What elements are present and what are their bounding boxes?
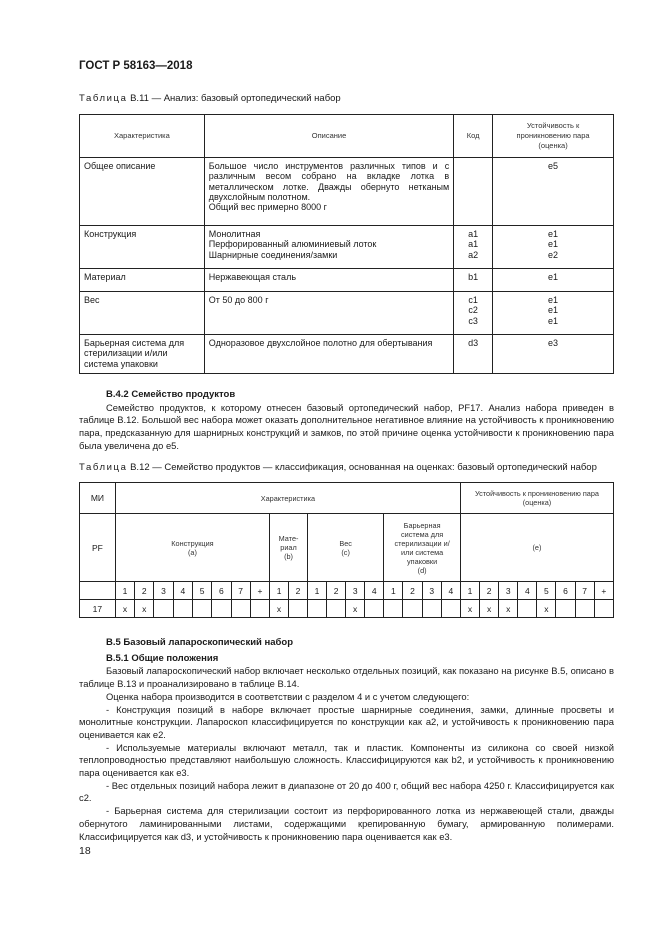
table-b11-caption: [79, 93, 341, 104]
mark-cell: [327, 600, 346, 618]
column-number: 1: [460, 582, 479, 600]
mark-cell: [289, 600, 308, 618]
paragraph: - Используемые материалы включают металл, так и пластик. Компоненты из силикона со своей низкой теплопроводностью представляют наибольшую сложность. Классифицируются как b2, и устойчивость к проникновению пара оценивается как e3.: [79, 741, 614, 779]
mark-cell: x: [480, 600, 499, 618]
column-number: 6: [556, 582, 575, 600]
paragraph: - Вес отдельных позиций набора лежит в диапазоне от 20 до 400 г, общий вес набора 4250 г. Классифицируется как c2.: [79, 779, 614, 804]
group-construction: [115, 514, 269, 582]
rating-value: e2: [548, 249, 559, 260]
row-description: [204, 226, 453, 269]
mark-cell: [250, 600, 269, 618]
header-resistance: Устойчивость к проникновению пара (оценка): [493, 115, 614, 158]
row-rating: [493, 292, 614, 335]
mark-cell: x: [270, 600, 289, 618]
column-number: 2: [135, 582, 154, 600]
description-line: Большое число инструментов различных типов и с различным весом собрано на вкладке лотка в металлическом лотке. Дважды обернуто нетканым двухслойным полотном.: [208, 161, 450, 202]
rating-value: e1: [548, 305, 559, 316]
section-b42: [79, 389, 614, 453]
row-rating: e3: [493, 335, 614, 374]
row-rating: e5: [493, 158, 614, 226]
row-rating: [493, 226, 614, 269]
group-resistance: [460, 514, 613, 582]
paragraph: Семейство продуктов, к которому отнесен базовый ортопедический набор, PF17. Анализ набора приведен в таблице В.12. Большой вес набора может оказать дополнительное негативное влияние на устойчивость к проникновению пара, предсказанную для шарнирных конструкций и замков, по этой причине оценка устойчивости к проникновению пара была увеличена до e5.: [79, 401, 614, 451]
table-header-row: [80, 483, 614, 514]
column-number: 3: [346, 582, 365, 600]
table-row: [80, 292, 614, 335]
column-number: 3: [422, 582, 441, 600]
column-number: 4: [518, 582, 537, 600]
header-description: Описание: [204, 115, 453, 158]
row-description: Одноразовое двухслойное полотно для обертывания: [204, 335, 453, 374]
mark-cell: x: [537, 600, 556, 618]
code-value: c3: [468, 315, 478, 326]
column-number: 2: [403, 582, 422, 600]
column-number: 3: [154, 582, 173, 600]
header-characteristic: Характеристика: [115, 483, 460, 514]
code-value: a2: [468, 249, 479, 260]
table-b12-caption: [79, 462, 597, 473]
mark-cell: [556, 600, 575, 618]
group-label: Мате-риал: [278, 534, 299, 552]
mark-cell: [518, 600, 537, 618]
document-header: ГОСТ Р 58163—2018: [79, 60, 193, 72]
paragraph: Оценка набора производится в соответствии с разделом 4 и с учетом следующего:: [106, 690, 470, 702]
row-description: От 50 до 800 г: [204, 292, 453, 335]
mark-cell: [307, 600, 326, 618]
mark-cell: x: [346, 600, 365, 618]
mark-cell: [594, 600, 613, 618]
column-number: +: [594, 582, 613, 600]
column-number: 1: [307, 582, 326, 600]
group-label: Вес: [339, 538, 352, 548]
rating-value: e1: [548, 229, 559, 239]
mark-cell: [154, 600, 173, 618]
group-sub: (a): [187, 547, 197, 557]
column-number: 4: [365, 582, 384, 600]
row-characteristic: Общее описание: [80, 158, 205, 226]
column-number: 4: [441, 582, 460, 600]
group-material: [270, 514, 308, 582]
column-number-row: [80, 582, 614, 600]
table-row: [80, 226, 614, 269]
row-description: [204, 158, 453, 226]
row-characteristic: Вес: [80, 292, 205, 335]
mark-cell: x: [135, 600, 154, 618]
rating-value: e1: [548, 295, 559, 305]
code-value: a1: [468, 229, 479, 239]
description-line: Монолитная: [208, 229, 261, 239]
row-description: Нержавеющая сталь: [204, 269, 453, 292]
column-number: 1: [270, 582, 289, 600]
description-line: Шарнирные соединения/замки: [208, 249, 338, 260]
column-number: 7: [575, 582, 594, 600]
subsection-heading: В.5.1 Общие положения: [106, 652, 219, 664]
page-number: 18: [79, 845, 91, 857]
description-line: Перфорированный алюминиевый лоток: [208, 239, 377, 250]
mark-cell: [173, 600, 192, 618]
row-characteristic: Конструкция: [80, 226, 205, 269]
mark-cell: x: [499, 600, 518, 618]
column-number: 3: [499, 582, 518, 600]
column-number: +: [250, 582, 269, 600]
column-number: 6: [212, 582, 231, 600]
group-sub: (d): [417, 565, 427, 575]
table-row: [80, 269, 614, 292]
table-row: [80, 158, 614, 226]
rating-value: e1: [548, 315, 559, 326]
table-row: [80, 335, 614, 374]
caption-prefix: Таблица: [79, 462, 128, 473]
column-number: 7: [231, 582, 250, 600]
empty-cell: [80, 582, 116, 600]
mark-cell: [365, 600, 384, 618]
table-row: [80, 600, 614, 618]
group-weight: [307, 514, 383, 582]
row-code: [454, 292, 493, 335]
rating-value: e1: [548, 239, 559, 250]
group-sub: (c): [341, 547, 350, 557]
table-b11: [79, 114, 614, 374]
mark-cell: x: [460, 600, 479, 618]
mark-cell: [422, 600, 441, 618]
mark-cell: x: [115, 600, 134, 618]
row-code: d3: [454, 335, 493, 374]
group-sub: (b): [284, 552, 293, 561]
group-label: Конструкция: [171, 538, 214, 548]
group-barrier: [384, 514, 461, 582]
column-number: 1: [115, 582, 134, 600]
column-number: 4: [173, 582, 192, 600]
group-sub: (e): [532, 543, 542, 552]
header-pf: PF: [80, 514, 116, 582]
mark-cell: [441, 600, 460, 618]
mark-cell: [231, 600, 250, 618]
table-header-row: [80, 115, 614, 158]
row-code: [454, 226, 493, 269]
caption-text: В.12 — Семейство продуктов — классификация, основанная на оценках: базовый ортопедический набор: [130, 462, 597, 473]
paragraph: Базовый лапароскопический набор включает несколько отдельных позиций, как показано на рисунке В.5, описано в таблице В.13 и проанализировано в таблице В.14.: [79, 665, 614, 690]
caption-text: В.11 — Анализ: базовый ортопедический набор: [130, 93, 341, 104]
header-characteristic: Характеристика: [80, 115, 205, 158]
section-heading: В.5 Базовый лапароскопический набор: [106, 637, 294, 648]
mark-cell: [403, 600, 422, 618]
caption-prefix: Таблица: [79, 93, 128, 104]
mark-cell: [575, 600, 594, 618]
row-characteristic: Барьерная система для стерилизации и/или система упаковки: [80, 335, 205, 374]
table-group-row: [80, 514, 614, 582]
code-value: a1: [468, 239, 479, 250]
column-number: 1: [384, 582, 403, 600]
paragraph: - Барьерная система для стерилизации состоит из перфорированного лотка из нержавеющей стали, дважды обернутого ламинированными листами, содержащими крепированную бумагу, армированную полимерами. Классифицируется как d3, и устойчивость к проникновению пара оценивается как e3.: [79, 805, 614, 842]
row-characteristic: Материал: [80, 269, 205, 292]
mark-cell: [384, 600, 403, 618]
section-heading: В.4.2 Семейство продуктов: [106, 389, 236, 400]
row-id: 17: [80, 600, 116, 618]
mark-cell: [192, 600, 211, 618]
section-b5: [79, 637, 614, 843]
group-label: Барьерная система для стерилизации и/или система упаковки: [394, 520, 450, 566]
mark-cell: [212, 600, 231, 618]
header-resistance: Устойчивость к проникновению пара (оценка): [460, 483, 613, 514]
row-rating: e1: [493, 269, 614, 292]
header-mi: МИ: [80, 483, 116, 514]
code-value: c2: [468, 305, 478, 316]
row-code: [454, 158, 493, 226]
header-code: Код: [454, 115, 493, 158]
paragraph: - Конструкция позиций в наборе включает простые шарнирные соединения, замки, длинные просветы и монолитные конструкции. Лапароскоп классифицируется по конструкции как a2, и устойчивость к проникновению пара оценивается как e2.: [79, 703, 614, 740]
column-number: 5: [537, 582, 556, 600]
table-b12: [79, 482, 614, 618]
column-number: 2: [289, 582, 308, 600]
row-code: b1: [454, 269, 493, 292]
code-value: c1: [468, 295, 478, 305]
column-number: 2: [327, 582, 346, 600]
column-number: 5: [192, 582, 211, 600]
description-line: Общий вес примерно 8000 г: [208, 202, 327, 213]
column-number: 2: [480, 582, 499, 600]
